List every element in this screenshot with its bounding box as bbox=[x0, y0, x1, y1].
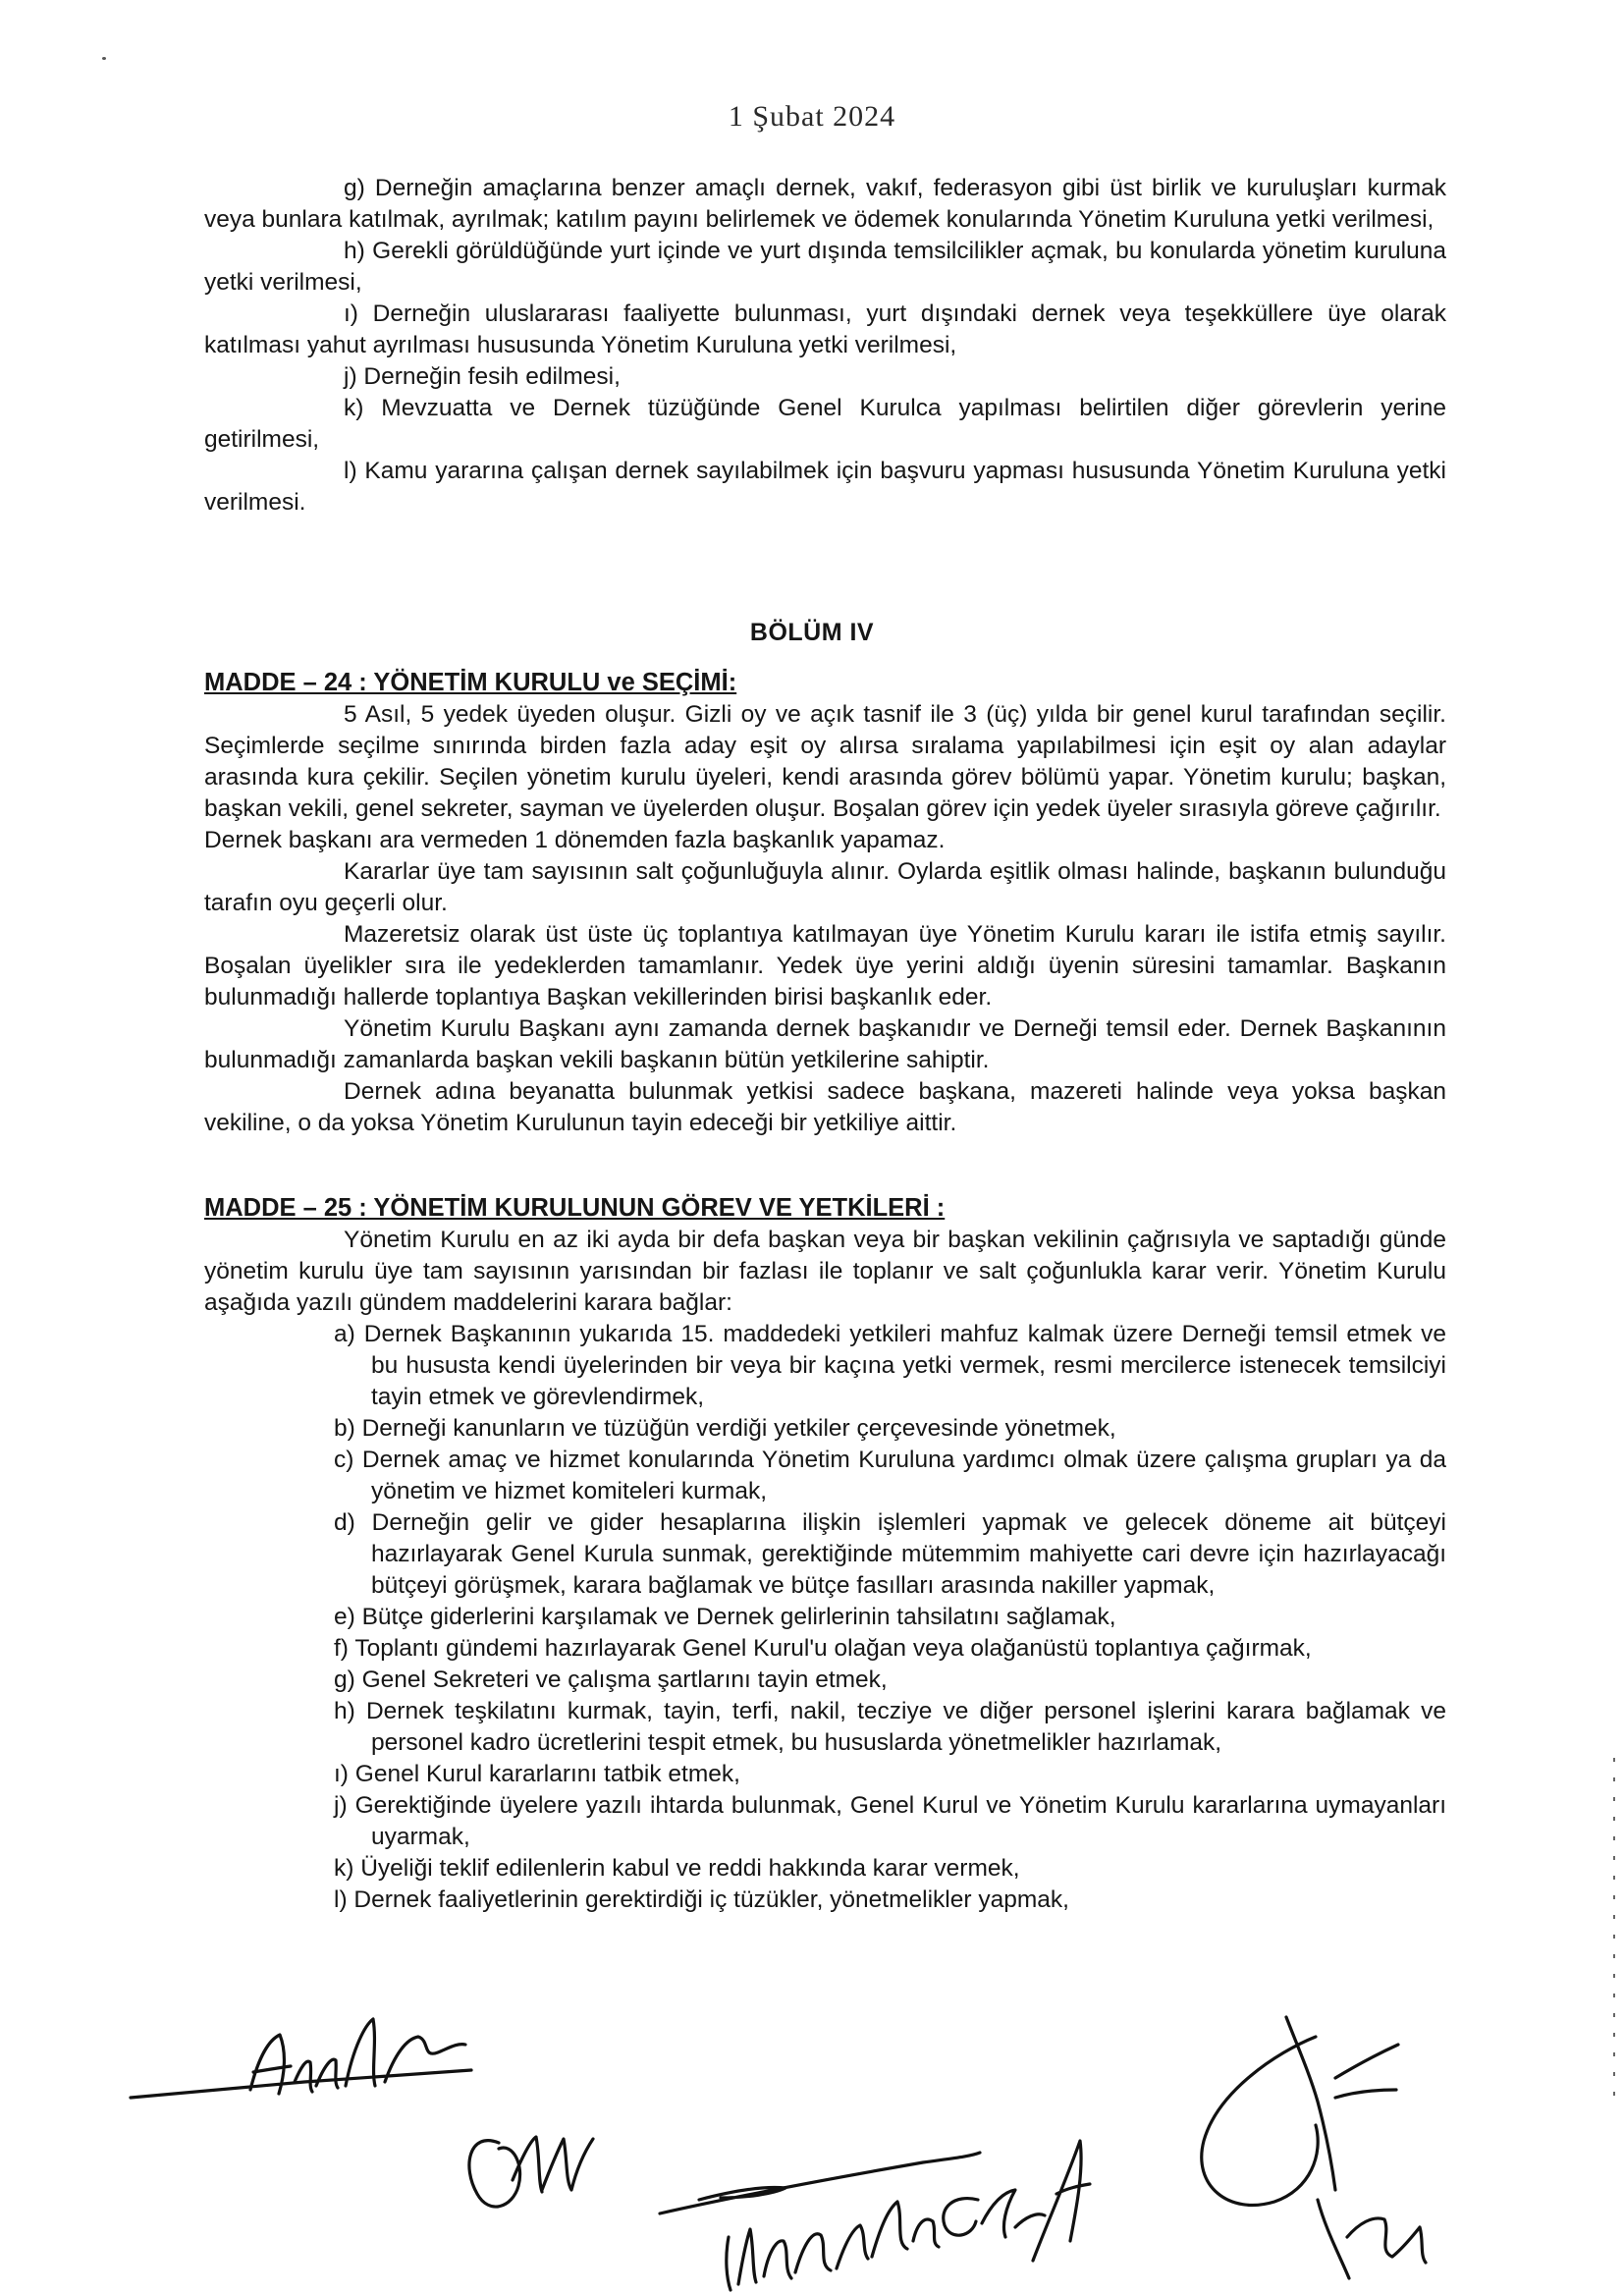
list-item: k) Mevzuatta ve Dernek tüzüğünde Genel Kurulca yapılması belirtilen diğer görevlerin yerine getirilmesi, bbox=[204, 395, 1446, 453]
list-item: h) Dernek teşkilatını kurmak, tayin, terfi, nakil, tecziye ve diğer personel işlerini karara bağlamak ve personel kadro ücretlerini tespit etmek, bu hususlarda yönetmelikler hazırlamak, bbox=[334, 1698, 1446, 1756]
article-24-section bbox=[204, 666, 1446, 1139]
article-25-title: MADDE – 25 : YÖNETİM KURULUNUN GÖREV VE YETKİLERİ : bbox=[204, 1194, 946, 1222]
article-25-section bbox=[204, 1191, 1446, 1916]
signature bbox=[1202, 2017, 1426, 2278]
signature bbox=[660, 2153, 980, 2290]
article-25-intro: Yönetim Kurulu en az iki ayda bir defa başkan veya bir başkan vekilinin çağrısıyla ve saptadığı günde yönetim kurulu üye tam sayısının yarısından bir fazlası ile toplanır ve salt çoğunlukla karar verir. Yönetim Kurulu aşağıda yazılı gündem maddelerini karara bağlar: bbox=[204, 1227, 1446, 1316]
article-25-duties-list bbox=[204, 1319, 1446, 1916]
signatures-area bbox=[0, 1984, 1624, 2295]
scan-speck bbox=[102, 57, 106, 60]
signature bbox=[131, 2019, 471, 2098]
article-24-paragraph: Dernek başkanı ara vermeden 1 dönemden fazla başkanlık yapamaz. bbox=[204, 827, 946, 853]
signature bbox=[469, 2137, 593, 2207]
list-item: c) Dernek amaç ve hizmet konularında Yönetim Kuruluna yardımcı olmak üzere çalışma grupları ya da yönetim ve hizmet komiteleri kurmak, bbox=[334, 1447, 1446, 1504]
list-item: ı) Genel Kurul kararlarını tatbik etmek, bbox=[334, 1761, 740, 1787]
list-item: l) Kamu yararına çalışan dernek sayılabilmek için başvuru yapması hususunda Yönetim Kuruluna yetki verilmesi. bbox=[204, 458, 1446, 516]
list-item: k) Üyeliği teklif edilenlerin kabul ve reddi hakkında karar vermek, bbox=[334, 1855, 1020, 1882]
article-24-paragraph: 5 Asıl, 5 yedek üyeden oluşur. Gizli oy ve açık tasnif ile 3 (üç) yılda bir genel kurul tarafından seçilir. Seçimlerde seçilme sınırında birden fazla aday eşit oy alırsa sıralama yapılabilmesi için eşit oy alan adaylar arasında kura çekilir. Seçilen yönetim kurulu üyeleri, kendi arasında görev bölümü yapar. Yönetim kurulu; başkan, başkan vekili, genel sekreter, sayman ve üyelerden oluşur. Boşalan görev için yedek üyeler sırasıyla göreve çağırılır. bbox=[204, 701, 1446, 822]
article-24-title: MADDE – 24 : YÖNETİM KURULU ve SEÇİMİ: bbox=[204, 669, 737, 696]
list-item: ı) Derneğin uluslararası faaliyette bulunması, yurt dışındaki dernek veya teşekküllere üye olarak katılması yahut ayrılması hususunda Yönetim Kuruluna yetki verilmesi, bbox=[204, 301, 1446, 358]
page-header-date: 1 Şubat 2024 bbox=[728, 100, 896, 133]
list-item: g) Genel Sekreteri ve çalışma şartlarını tayin etmek, bbox=[334, 1667, 888, 1693]
general-assembly-duties-continued bbox=[204, 173, 1446, 519]
article-24-paragraph: Yönetim Kurulu Başkanı aynı zamanda dernek başkanıdır ve Derneği temsil eder. Dernek Başkanının bulunmadığı zamanlarda başkan vekili başkanın bütün yetkilerine sahiptir. bbox=[204, 1015, 1446, 1073]
list-item: b) Derneği kanunların ve tüzüğün verdiği yetkiler çerçevesinde yönetmek, bbox=[334, 1415, 1116, 1442]
list-item: j) Gerektiğinde üyelere yazılı ihtarda bulunmak, Genel Kurul ve Yönetim Kurulu kararlarına uymayanları uyarmak, bbox=[334, 1792, 1446, 1850]
list-item: l) Dernek faaliyetlerinin gerektirdiği iç tüzükler, yönetmelikler yapmak, bbox=[334, 1886, 1069, 1913]
list-item: d) Derneğin gelir ve gider hesaplarına ilişkin işlemleri yapmak ve gelecek döneme ait bütçeyi hazırlayarak Genel Kurula sunmak, gerektiğinde mütemmim mahiyette cari devre için hazırlayacağı bütçeyi görüşmek, karara bağlamak ve bütçe fasılları arasında nakiller yapmak, bbox=[334, 1509, 1446, 1599]
list-item: j) Derneğin fesih edilmesi, bbox=[344, 363, 621, 390]
list-item: h) Gerekli görüldüğünde yurt içinde ve yurt dışında temsilcilikler açmak, bu konularda yönetim kuruluna yetki verilmesi, bbox=[204, 238, 1446, 296]
list-item: e) Bütçe giderlerini karşılamak ve Dernek gelirlerinin tahsilatını sağlamak, bbox=[334, 1604, 1116, 1630]
article-24-paragraph: Kararlar üye tam sayısının salt çoğunluğuyla alınır. Oylarda eşitlik olması halinde, başkanın bulunduğu tarafın oyu geçerli olur. bbox=[204, 858, 1446, 916]
signature bbox=[944, 2141, 1090, 2261]
article-24-paragraph: Mazeretsiz olarak üst üste üç toplantıya katılmayan üye Yönetim Kurulu kararı ile istifa etmiş sayılır. Boşalan üyelikler sıra ile yedeklerden tamamlanır. Yedek üye yerini aldığı üyenin süresini tamamlar. Başkanın bulunmadığı hallerde toplantıya Başkan vekillerinden birisi başkanlık eder. bbox=[204, 921, 1446, 1011]
article-24-paragraph: Dernek adına beyanatta bulunmak yetkisi sadece başkana, mazereti halinde veya yoksa başkan vekiline, o da yoksa Yönetim Kurulunun tayin edeceği bir yetkiliye aittir. bbox=[204, 1078, 1446, 1136]
chapter-heading: BÖLÜM IV bbox=[749, 619, 875, 646]
list-item: a) Dernek Başkanının yukarıda 15. maddedeki yetkileri mahfuz kalmak üzere Derneği temsil etmek ve bu hususta kendi üyelerinden bir veya bir kaçına yetki vermek, resmi mercilerce istenecek temsilciyi tayin etmek ve görevlendirmek, bbox=[334, 1321, 1446, 1410]
list-item: g) Derneğin amaçlarına benzer amaçlı dernek, vakıf, federasyon gibi üst birlik ve kuruluşları kurmak veya bunlara katılmak, ayrılmak; katılım payını belirlemek ve ödemek konularında Yönetim Kuruluna yetki verilmesi, bbox=[204, 175, 1446, 233]
list-item: f) Toplantı gündemi hazırlayarak Genel Kurul'u olağan veya olağanüstü toplantıya çağırmak, bbox=[334, 1635, 1312, 1662]
